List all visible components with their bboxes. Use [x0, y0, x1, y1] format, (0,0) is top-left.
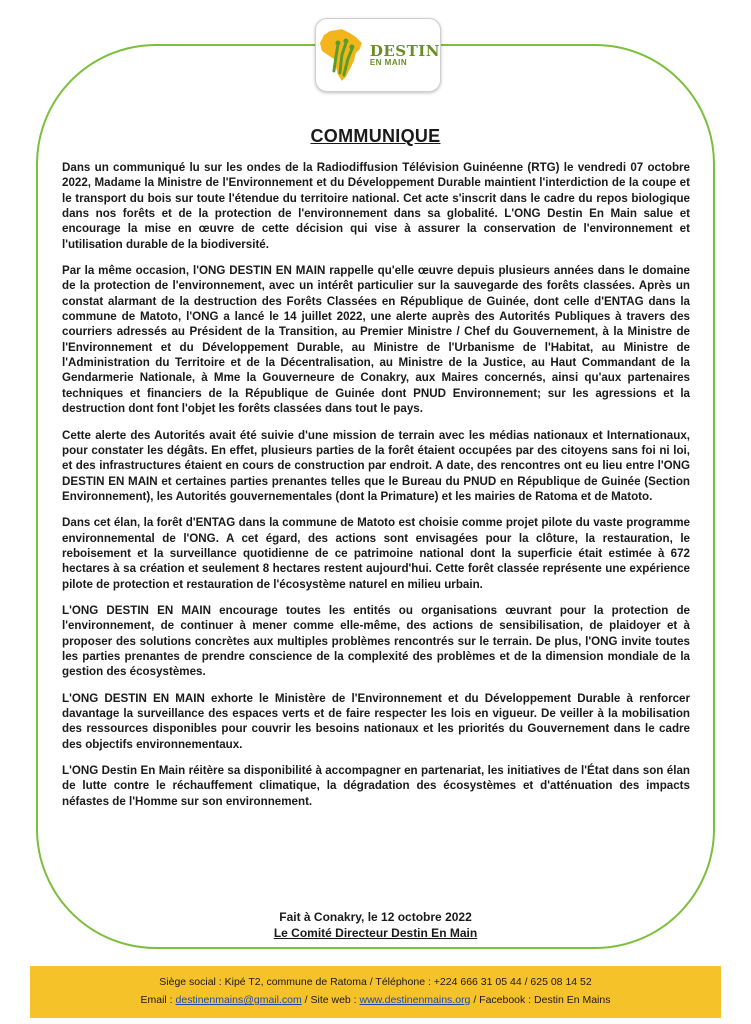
logo-subname: EN MAIN: [369, 57, 408, 67]
document-body: [62, 160, 690, 820]
facebook-text: / Facebook : Destin En Mains: [470, 994, 611, 1006]
paragraph-2: Par la même occasion, l'ONG DESTIN EN MAIN rappelle qu'elle œuvre depuis plusieurs années dans le domaine de la protection de l'environnement, avec un intérêt particulier sur la sauvegarde des forêts classées. Après un constat alarmant de la destruction des Forêts Classées en République de Guinée, dont celle d'ENTAG dans la commune de Matoto, l'ONG a lancé le 14 juillet 2022, une alerte auprès des Autorités Publiques à travers des courriers adressés au Président de la Transition, au Premier Ministre / Chef du Gouvernement, à la Ministre de l'Environnement et du Développement Durable, au Ministre de l'Urbanisme de l'Habitat, au Ministre de l'Administration du Territoire et de la Décentralisation, au Ministre de la Justice, au Haut Commandant de la Gendarmerie Nationale, à Mme la Gouverneure de Conakry, aux Maires concernés, ainsi qu'aux partenaires techniques et financiers de la République de Guinée dont PNUD Environnement; sur les agressions et la destruction dont font l'objet les forêts classées dans tout le pays.: [62, 264, 690, 416]
email-link[interactable]: destinenmains@gmail.com: [175, 994, 302, 1006]
paragraph-7: L'ONG Destin En Main réitère sa disponibilité à accompagner en partenariat, les initiatives de l'État dans son élan de lutte contre le réchauffement climatique, la dégradation des écosystèmes et d'atténuation des impacts néfastes de l'Homme sur son environnement.: [62, 764, 690, 808]
document-title: COMMUNIQUE: [310, 126, 441, 146]
email-label: Email :: [140, 994, 176, 1006]
closing-block: [0, 909, 751, 941]
logo-name: DESTIN: [369, 41, 440, 60]
paragraph-4: Dans cet élan, la forêt d'ENTAG dans la commune de Matoto est choisie comme projet pilote du vaste programme environnemental de l'ONG. A cet égard, des actions sont envisagées pour la clôture, la restauration, le reboisement et la surveillance quotidienne de ce patrimoine national dont la superficie était estimée à 672 hectares à sa création et seulement 8 hectares restent aujourd'hui. Cette forêt classée représente une expérience pilote de protection et restauration de l'écosystème naturel en milieu urbain.: [62, 516, 690, 591]
paragraph-6: L'ONG DESTIN EN MAIN exhorte le Ministère de l'Environnement et du Développement Durable à renforcer davantage la surveillance des espaces verts et de faire respecter les lois en vigueur. De veiller à la mobilisation des ressources disponibles pour couvrir les besoins nationaux et les priorités du Gouvernement dans le cadre des objectifs environnementaux.: [62, 691, 690, 751]
paragraph-3: Cette alerte des Autorités avait été suivie d'une mission de terrain avec les médias nationaux et Internationaux, pour constater les dégâts. En effet, plusieurs parties de la forêt étaient occupées par des citoyens sans foi ni loi, et des infrastructures étaient en cours de construction par endroit. A date, des rencontres ont eu lieu entre l'ONG DESTIN EN MAIN et certaines parties prenantes telles que le Bureau du PNUD en République de Guinée (Section Environnement), les Autorités gouvernementales (dont la Primature) et les mairies de Ratoma et de Matoto.: [62, 428, 690, 503]
signatory: Le Comité Directeur Destin En Main: [273, 926, 478, 940]
footer-contact-line: [30, 991, 721, 1009]
africa-map-icon: [316, 27, 366, 83]
footer-address-line: Siège social : Kipé T2, commune de Ratoma / Téléphone : +224 666 31 05 44 / 625 08 14 52: [159, 976, 592, 988]
footer: [30, 966, 721, 1018]
paragraph-1: Dans un communiqué lu sur les ondes de la Radiodiffusion Télévision Guinéenne (RTG) le vendredi 07 octobre 2022, Madame la Ministre de l'Environnement et du Développement Durable maintient l'interdiction de la coupe et le transport du bois sur toute l'étendue du territoire national. Cet acte s'inscrit dans le cadre du repos biologique dans nos forêts et de la protection de l'environnement dans sa globalité. L'ONG Destin En Main salue et encourage la mise en œuvre de cette décision qui vise à assurer la conservation de l'environnement et l'utilisation durable de la biodiversité.: [62, 161, 690, 251]
logo: [315, 18, 441, 92]
place-date: Fait à Conakry, le 12 octobre 2022: [279, 910, 472, 924]
website-link[interactable]: www.destinenmains.org: [359, 994, 471, 1006]
paragraph-5: L'ONG DESTIN EN MAIN encourage toutes les entités ou organisations œuvrant pour la protection de l'environnement, de continuer à mener comme elle-même, des actions de sensibilisation, de plaidoyer et à proposer des solutions concrètes aux multiples problèmes rencontrés sur le terrain. De plus, l'ONG invite toutes les parties prenantes de prendre conscience de la complexité des problèmes et de la dimension mondiale de la gestion des écosystèmes.: [62, 603, 690, 679]
site-label: / Site web :: [301, 994, 360, 1006]
